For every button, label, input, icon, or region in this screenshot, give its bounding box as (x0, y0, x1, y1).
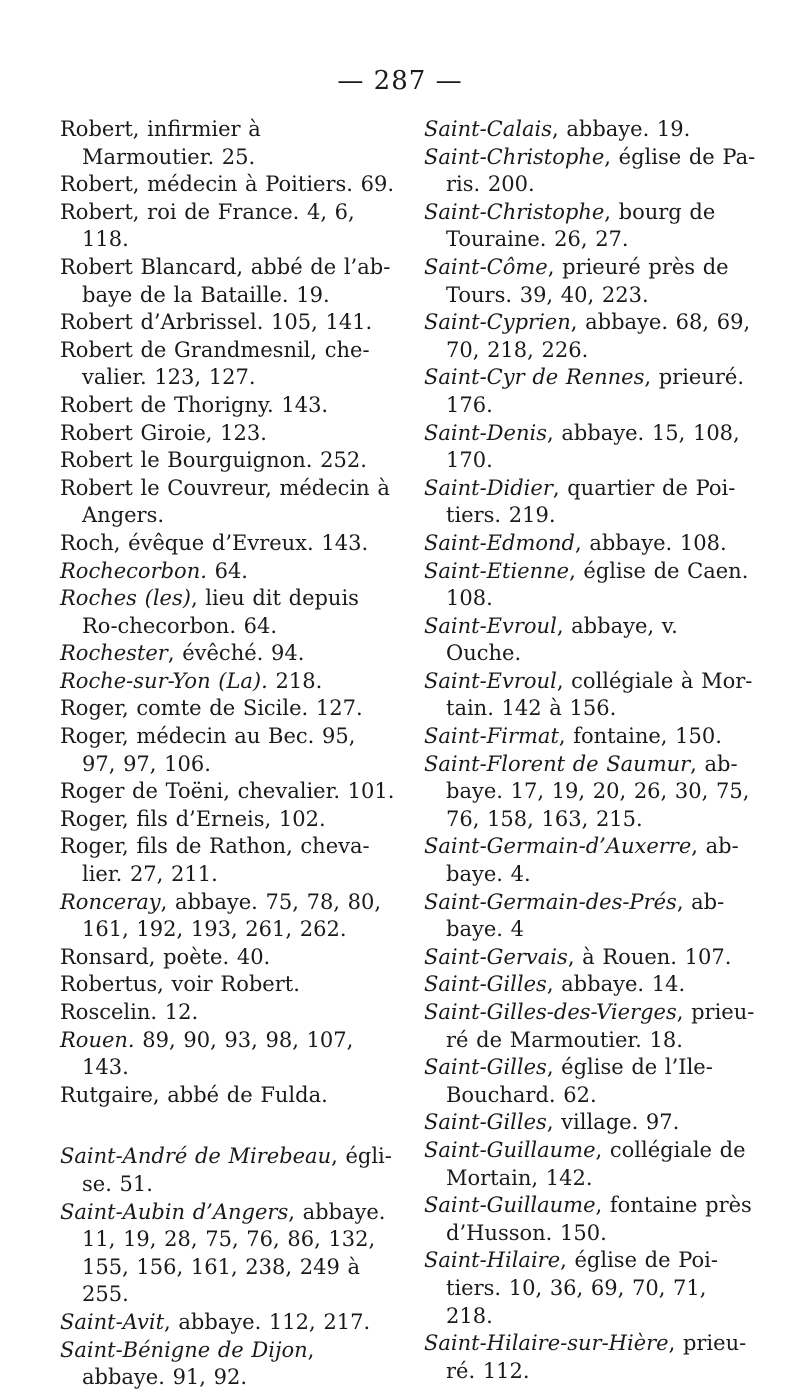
entry-text: , abbaye. 11, 19, 28, 75, 76, 86, 132, 155, 156, 161, 238, 249 à 255. (82, 1199, 386, 1307)
index-entry (424, 999, 760, 1054)
section-gap (60, 1109, 396, 1143)
entry-heading: Saint-Germain-des-Prés (424, 889, 677, 914)
entry-text: Robertus, voir Robert. (60, 972, 300, 997)
index-entry (424, 199, 760, 254)
index-entry (424, 530, 760, 558)
index-entry (424, 1054, 760, 1109)
index-entry (424, 1330, 760, 1385)
entry-heading: Saint-Guillaume (424, 1193, 596, 1218)
entry-text: , à Rouen. 107. (567, 944, 732, 969)
index-entry (424, 558, 760, 613)
entry-text: Roch, évêque d’Evreux. 143. (60, 530, 369, 555)
entry-text: , abbaye, v. Ouche. (446, 613, 678, 666)
entry-heading: Saint-Evroul (424, 613, 557, 638)
index-entry (424, 668, 760, 723)
entry-heading: Saint-Gilles (424, 972, 547, 997)
entry-heading: Saint-Florent de Saumur (424, 751, 691, 776)
entry-heading: Rouen. (60, 1027, 135, 1052)
entry-text: Roscelin. 12. (60, 1000, 199, 1024)
entry-heading: Saint-Calais (424, 117, 552, 141)
index-entry (60, 199, 396, 254)
index-entry (60, 1337, 396, 1392)
entry-text: Robert d’Arbrissel. 105, 141. (60, 310, 373, 335)
entry-text: , abbaye. 15, 108, 170. (446, 420, 740, 473)
entry-text: , village. 97. (546, 1110, 680, 1135)
index-entry (60, 833, 396, 888)
entry-text: Roger de Toëni, chevalier. 101. (60, 779, 395, 804)
entry-heading: Saint-Germain-d’Auxerre (424, 834, 692, 859)
index-entry (60, 971, 396, 999)
index-entry (60, 1027, 396, 1082)
index-entry (60, 806, 396, 834)
entry-heading: Roches (les) (60, 586, 191, 611)
index-entry (424, 116, 760, 144)
entry-text: , fontaine, 150. (558, 724, 722, 749)
entry-text: , abbaye. 75, 78, 80, 161, 192, 193, 261, 262. (82, 889, 382, 942)
entry-text: Robert le Couvreur, médecin à Angers. (60, 475, 390, 528)
entry-text: Robert, infirmier à Marmoutier. 25. (60, 117, 261, 169)
index-entry (60, 337, 396, 392)
index-entry (60, 723, 396, 778)
index-entry (424, 309, 760, 364)
index-entry (60, 668, 396, 696)
index-entry (424, 971, 760, 999)
entry-heading: Saint-Firmat (424, 724, 559, 749)
entry-text: , bourg de Touraine. 26, 27. (446, 199, 716, 252)
entry-text: Rutgaire, abbé de Fulda. (60, 1082, 328, 1107)
index-entry (60, 1143, 396, 1198)
entry-text: , lieu dit depuis Ro-checorbon. 64. (82, 586, 359, 638)
index-entry (424, 420, 760, 475)
index-entry (424, 1247, 760, 1330)
entry-heading: Saint-Guillaume (424, 1137, 596, 1162)
entry-heading: Saint-Christophe (424, 144, 605, 169)
entry-text: , église de Poi-tiers. 10, 36, 69, 70, 71, 218. (446, 1248, 718, 1328)
entry-text: Robert, médecin à Poitiers. 69. (60, 172, 395, 197)
right-column (424, 116, 760, 1385)
entry-text: Roger, comte de Sicile. 127. (60, 696, 363, 721)
index-entry (424, 723, 760, 751)
entry-heading: Saint-Aubin d’Angers (60, 1199, 289, 1224)
entry-text: , fontaine près d’Husson. 150. (446, 1193, 752, 1245)
entry-text: , ab-baye. 17, 19, 20, 26, 30, 75, 76, 158, 163, 215. (446, 751, 750, 831)
index-entry (60, 475, 396, 530)
index-entry (60, 530, 396, 558)
entry-text: , quartier de Poi-tiers. 219. (446, 475, 736, 528)
entry-text: , prieu-ré de Marmoutier. 18. (446, 1000, 755, 1052)
entry-text: , prieu-ré. 112. (446, 1331, 747, 1383)
index-entry (60, 309, 396, 337)
entry-text: Robert Giroie, 123. (60, 420, 267, 445)
index-entry (60, 1082, 396, 1110)
index-entry (60, 1309, 396, 1337)
entry-heading: Saint-Etienne (424, 558, 570, 583)
entry-text: 218. (267, 668, 323, 693)
entry-text: Robert de Thorigny. 143. (60, 392, 329, 417)
index-entry (60, 254, 396, 309)
entry-heading: Rochecorbon. (60, 558, 207, 583)
index-entry (60, 889, 396, 944)
entry-text: , prieuré. 176. (446, 365, 745, 417)
entry-heading: Saint-Gilles-des-Vierges (424, 1000, 677, 1024)
entry-text: , évêché. 94. (167, 641, 305, 666)
index-entry (60, 171, 396, 199)
index-entry (424, 144, 760, 199)
entry-heading: Saint-Gervais (424, 944, 568, 969)
index-entry (60, 420, 396, 448)
entry-heading: Rochester (60, 641, 168, 666)
index-entry (424, 254, 760, 309)
index-entry (424, 1137, 760, 1192)
entry-text: , ab-baye. 4 (446, 889, 725, 942)
index-entry (424, 1192, 760, 1247)
index-entry (424, 364, 760, 419)
index-entry (424, 1109, 760, 1137)
left-column (60, 116, 396, 1392)
index-entry (424, 613, 760, 668)
entry-heading: Saint-Hilaire-sur-Hière (424, 1331, 669, 1356)
entry-text: , collégiale de Mortain, 142. (446, 1137, 746, 1190)
index-entry (424, 833, 760, 888)
entry-heading: Saint-Bénigne de Dijon (60, 1337, 308, 1362)
entry-text: Robert Blancard, abbé de l’ab-baye de la Bataille. 19. (60, 254, 391, 307)
index-entry (60, 695, 396, 723)
index-entry (424, 751, 760, 834)
entry-heading: Saint-Côme (424, 254, 548, 279)
entry-text: Robert le Bourguignon. 252. (60, 448, 367, 473)
entry-text: , abbaye. 112, 217. (164, 1309, 371, 1334)
entry-heading: Ronceray (60, 889, 161, 914)
entry-heading: Saint-Didier (424, 475, 553, 500)
index-entry (424, 475, 760, 530)
entry-heading: Saint-Christophe (424, 199, 605, 224)
entry-heading: Saint-Edmond (424, 530, 575, 555)
index-entry (60, 447, 396, 475)
entry-text: , église de Pa-ris. 200. (446, 144, 756, 197)
entry-text: , abbaye. 108. (574, 530, 727, 555)
index-entry (424, 889, 760, 944)
index-entry (60, 640, 396, 668)
entry-heading: Saint-Hilaire (424, 1248, 561, 1273)
entry-heading: Saint-Gilles (424, 1110, 547, 1135)
entry-text: Robert, roi de France. 4, 6, 118. (60, 199, 355, 252)
entry-text: , église de Caen. 108. (446, 558, 749, 611)
index-entry (60, 558, 396, 586)
entry-text: , abbaye. 19. (552, 117, 691, 141)
entry-text: , abbaye. 14. (546, 972, 686, 997)
entry-heading: Saint-Denis (424, 420, 547, 445)
entry-text: , abbaye. 68, 69, 70, 218, 226. (446, 310, 751, 362)
entry-heading: Saint-André de Mirebeau (60, 1144, 332, 1169)
entry-heading: Saint-Cyr de Rennes (424, 365, 645, 390)
index-entry (60, 778, 396, 806)
index-entry (60, 944, 396, 972)
entry-heading: Saint-Cyprien (424, 310, 571, 335)
entry-text: Ronsard, poète. 40. (60, 944, 271, 969)
index-entry (60, 116, 396, 171)
entry-heading: Saint-Gilles (424, 1055, 547, 1080)
index-entry (424, 944, 760, 972)
index-entry (60, 999, 396, 1027)
entry-text: Roger, fils d’Erneis, 102. (60, 806, 326, 831)
entry-text: , ab-baye. 4. (446, 834, 739, 887)
entry-text: Roger, médecin au Bec. 95, 97, 97, 106. (60, 724, 356, 776)
entry-text: Roger, fils de Rathon, cheva-lier. 27, 211. (60, 834, 370, 887)
entry-text: 89, 90, 93, 98, 107, 143. (82, 1027, 354, 1080)
entry-text: Robert de Grandmesnil, che-valier. 123, 127. (60, 337, 370, 390)
entry-heading: Saint-Avit (60, 1309, 165, 1334)
entry-text: , église de l’Ile-Bouchard. 62. (446, 1055, 713, 1107)
entry-text: , égli-se. 51. (82, 1144, 392, 1196)
entry-text: , prieuré près de Tours. 39, 40, 223. (446, 254, 729, 307)
entry-text: , abbaye. 91, 92. (82, 1337, 315, 1390)
index-entry (60, 585, 396, 640)
index-entry (60, 392, 396, 420)
page-number: — 287 — (337, 66, 463, 96)
entry-text: , collégiale à Mor-tain. 142 à 156. (446, 668, 753, 721)
entry-heading: Roche-sur-Yon (La). (60, 668, 268, 693)
entry-text: 64. (206, 558, 248, 583)
entry-heading: Saint-Evroul (424, 668, 557, 693)
index-entry (60, 1199, 396, 1309)
